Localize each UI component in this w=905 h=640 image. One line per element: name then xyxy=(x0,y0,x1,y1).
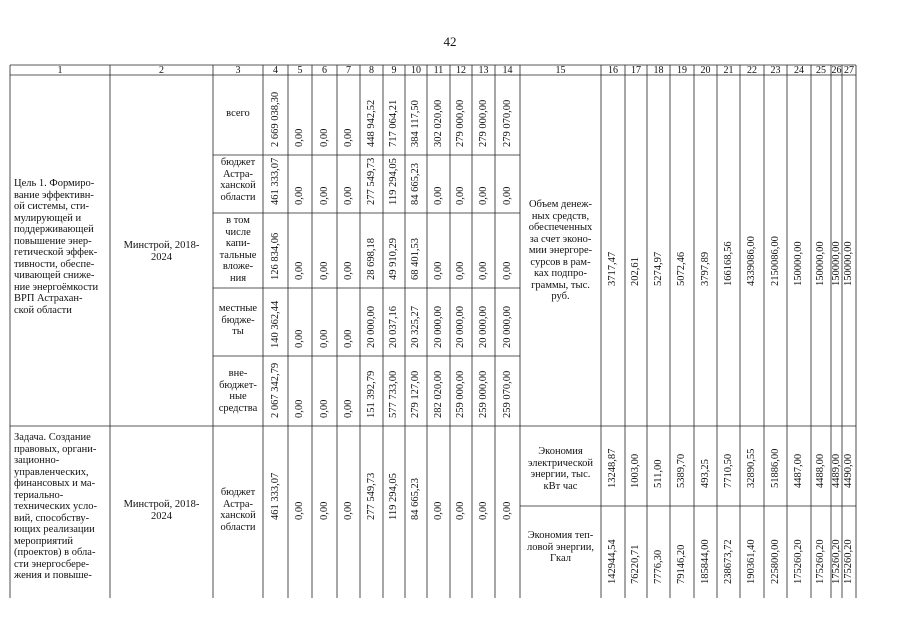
task-indicator-label: Экономия электрической энергии, тыс. кВт час xyxy=(527,446,594,492)
task-funding-value: 461 333,07 xyxy=(269,472,281,520)
column-number-header: 13 xyxy=(478,65,489,76)
column-number-header: 23 xyxy=(770,65,781,76)
funding-source-label: местные бюдже- ты xyxy=(218,303,258,337)
goal-funding-value: 20 000,00 xyxy=(477,306,489,348)
goal-funding-value: 126 834,06 xyxy=(269,232,281,280)
task-indicator-value: 190361,40 xyxy=(746,539,757,584)
task-funding-value: 0,00 xyxy=(342,501,354,520)
goal-indicator-value: 150000,00 xyxy=(843,241,854,286)
task-indicator-value: 142944,54 xyxy=(607,539,618,584)
task-indicator-value: 5389,70 xyxy=(676,453,687,488)
goal-funding-value: 448 942,52 xyxy=(365,99,377,147)
goal-indicator-value: 2150086,00 xyxy=(769,236,781,286)
funding-source-label: в том числе капи- тальные вложе- ния xyxy=(219,215,257,284)
goal-funding-value: 302 020,00 xyxy=(432,99,444,147)
goal-funding-value: 20 037,16 xyxy=(388,306,399,348)
task-indicator-value: 79146,20 xyxy=(676,544,687,584)
goal-funding-value: 119 294,05 xyxy=(388,158,399,205)
task-indicator-value: 4489,00 xyxy=(830,453,842,488)
goal-funding-value: 0,00 xyxy=(294,329,305,348)
task-indicator-value: 175260,20 xyxy=(815,539,826,584)
goal-funding-value: 279 000,00 xyxy=(477,99,489,147)
goal-indicator-value: 202,61 xyxy=(630,257,641,286)
goal-funding-value: 0,00 xyxy=(342,399,354,418)
column-number-header: 9 xyxy=(391,65,397,76)
task-indicator-value: 1003,00 xyxy=(630,453,641,488)
task-indicator-label: Экономия теп- ловой энергии, Гкал xyxy=(526,530,595,564)
column-number-header: 12 xyxy=(456,65,466,76)
task-executor: Минстрой, 2018- 2024 xyxy=(123,499,200,522)
goal-funding-value: 259 000,00 xyxy=(477,370,489,418)
goal-funding-value: 0,00 xyxy=(432,261,444,280)
column-number-header: 24 xyxy=(794,65,804,76)
task-indicator-value: 175260,20 xyxy=(793,539,804,584)
goal-funding-value: 282 020,00 xyxy=(432,370,444,418)
column-number-header: 7 xyxy=(346,65,351,76)
column-number-header: 17 xyxy=(631,65,641,76)
goal-indicator-value: 5072,46 xyxy=(676,251,687,286)
goal-funding-value: 0,00 xyxy=(318,261,330,280)
goal-indicator-value: 150000,00 xyxy=(793,241,804,286)
goal-funding-value: 279 070,00 xyxy=(501,99,513,147)
goal-funding-value: 20 000,00 xyxy=(365,306,377,348)
goal-funding-value: 279 000,00 xyxy=(455,99,466,147)
goal-funding-value: 49 910,29 xyxy=(388,238,399,280)
task-source-label: бюджет Астра- ханской области xyxy=(220,487,256,533)
goal-funding-value: 259 000,00 xyxy=(455,370,466,418)
column-number-header: 1 xyxy=(57,65,63,76)
column-number-header: 4 xyxy=(273,65,278,76)
task-indicator-value: 13248,87 xyxy=(607,448,618,488)
column-number-header: 19 xyxy=(677,65,687,76)
task-indicator-value: 7776,30 xyxy=(652,549,664,584)
task-indicator-value: 493,25 xyxy=(699,459,711,488)
task-indicator-value: 4488,00 xyxy=(815,453,826,488)
task-funding-value: 0,00 xyxy=(477,501,489,520)
task-indicator-value: 7710,50 xyxy=(722,453,734,488)
task-indicator-value: 185844,00 xyxy=(699,539,711,584)
goal-indicator-value: 150000,00 xyxy=(815,241,826,286)
goal-funding-value: 0,00 xyxy=(455,186,466,205)
task-funding-value: 0,00 xyxy=(455,501,466,520)
task-funding-value: 0,00 xyxy=(432,501,444,520)
goal-indicator-value: 3717,47 xyxy=(607,251,618,286)
task-funding-value: 0,00 xyxy=(501,501,513,520)
task-indicator-value: 175260,20 xyxy=(843,539,854,584)
column-number-header: 5 xyxy=(297,65,303,76)
goal-funding-value: 577 733,00 xyxy=(388,370,399,418)
goal-funding-value: 0,00 xyxy=(477,186,489,205)
goal-funding-value: 20 000,00 xyxy=(432,306,444,348)
goal-funding-value: 277 549,73 xyxy=(365,157,377,205)
goal-funding-value: 0,00 xyxy=(501,186,513,205)
funding-source-label: бюджет Астра- ханской области xyxy=(220,157,256,203)
goal-executor: Минстрой, 2018- 2024 xyxy=(123,240,200,263)
column-number-header: 15 xyxy=(555,65,566,76)
column-number-header: 20 xyxy=(700,65,711,76)
column-number-header: 3 xyxy=(235,65,241,76)
goal-funding-value: 68 401,53 xyxy=(410,238,421,280)
goal-funding-value: 20 325,27 xyxy=(410,306,421,348)
task-indicator-value: 175260,20 xyxy=(830,539,842,584)
task-indicator-value: 4487,00 xyxy=(793,453,804,488)
goal-funding-value: 384 117,50 xyxy=(410,100,421,147)
task-funding-value: 277 549,73 xyxy=(365,472,377,520)
column-number-header: 18 xyxy=(653,65,664,76)
task-funding-value: 84 665,23 xyxy=(410,478,421,520)
task-funding-value: 119 294,05 xyxy=(388,473,399,520)
goal-funding-value: 0,00 xyxy=(294,186,305,205)
goal-funding-value: 151 392,79 xyxy=(365,370,377,418)
goal-funding-value: 2 067 342,79 xyxy=(269,362,281,418)
column-number-header: 21 xyxy=(723,65,734,76)
column-number-header: 6 xyxy=(322,65,327,76)
column-number-header: 10 xyxy=(411,65,421,76)
goal-indicator-value: 4339086,00 xyxy=(746,236,757,286)
column-number-header: 22 xyxy=(747,65,757,76)
goal-name: Цель 1. Формиро- вание эффективн- ой системы, сти- мулирующей и поддерживающей повышение энер- гетической эффек- тивности, обеспе- чивающей сниже- ние энергоёмкости ВРП Астрахан- ской области xyxy=(14,178,99,316)
task-indicator-value: 32890,55 xyxy=(746,448,757,488)
goal-indicator-value: 166168,56 xyxy=(722,241,734,286)
task-indicator-value: 511,00 xyxy=(652,459,664,488)
goal-funding-value: 0,00 xyxy=(432,186,444,205)
task-indicator-value: 225800,00 xyxy=(769,539,781,584)
column-number-header: 27 xyxy=(844,65,854,76)
column-number-header: 11 xyxy=(433,65,444,76)
task-indicator-value: 51886,00 xyxy=(769,448,781,488)
task-funding-value: 0,00 xyxy=(294,501,305,520)
goal-funding-value: 461 333,07 xyxy=(269,157,281,205)
page-number: 42 xyxy=(443,34,457,49)
goal-funding-value: 279 127,00 xyxy=(410,370,421,418)
goal-funding-value: 0,00 xyxy=(342,261,354,280)
goal-funding-value: 84 665,23 xyxy=(410,163,421,205)
column-number-header: 14 xyxy=(502,65,513,76)
goal-funding-value: 0,00 xyxy=(318,399,330,418)
goal-funding-value: 140 362,44 xyxy=(269,300,281,348)
task-indicator-value: 4490,00 xyxy=(843,453,854,488)
goal-indicator-value: 3797,89 xyxy=(699,251,711,286)
goal-funding-value: 0,00 xyxy=(342,329,354,348)
goal-funding-value: 20 000,00 xyxy=(455,306,466,348)
goal-funding-value: 0,00 xyxy=(477,261,489,280)
task-indicator-value: 76220,71 xyxy=(630,544,641,584)
column-number-header: 8 xyxy=(369,65,374,76)
goal-funding-value: 717 064,21 xyxy=(388,99,399,147)
funding-source-label: вне- бюджет- ные средства xyxy=(218,368,258,414)
column-number-header: 16 xyxy=(608,65,618,76)
column-number-header: 25 xyxy=(816,65,826,76)
goal-funding-value: 0,00 xyxy=(342,128,354,147)
task-indicator-value: 238673,72 xyxy=(722,539,734,584)
funding-source-label: всего xyxy=(226,108,250,119)
goal-funding-value: 0,00 xyxy=(342,186,354,205)
goal-funding-value: 20 000,00 xyxy=(501,306,513,348)
goal-indicator-label: Объем денеж- ных средств, обеспеченных за счет эконо- мии энергоре- сурсов в рам- ках подпро- граммы, тыс. руб. xyxy=(528,199,593,302)
goal-funding-value: 0,00 xyxy=(294,261,305,280)
goal-funding-value: 0,00 xyxy=(294,128,305,147)
column-number-header: 26 xyxy=(831,65,842,76)
goal-indicator-value: 150000,00 xyxy=(830,241,842,286)
goal-indicator-value: 5274,97 xyxy=(652,251,664,286)
goal-funding-value: 0,00 xyxy=(318,128,330,147)
goal-funding-value: 28 698,18 xyxy=(365,238,377,280)
goal-funding-value: 2 669 038,30 xyxy=(269,91,281,147)
goal-funding-value: 0,00 xyxy=(318,329,330,348)
goal-funding-value: 0,00 xyxy=(455,261,466,280)
goal-funding-value: 0,00 xyxy=(294,399,305,418)
task-funding-value: 0,00 xyxy=(318,501,330,520)
goal-funding-value: 259 070,00 xyxy=(501,370,513,418)
task-name: Задача. Создание правовых, органи- зационно- управленческих, финансовых и ма- териально- технических усло- вий, способству- ющих реализации мероприятий (проектов) в обла- сти энергосбере- жения и повыше- xyxy=(14,432,97,581)
goal-funding-value: 0,00 xyxy=(501,261,513,280)
goal-funding-value: 0,00 xyxy=(318,186,330,205)
column-number-header: 2 xyxy=(159,65,164,76)
